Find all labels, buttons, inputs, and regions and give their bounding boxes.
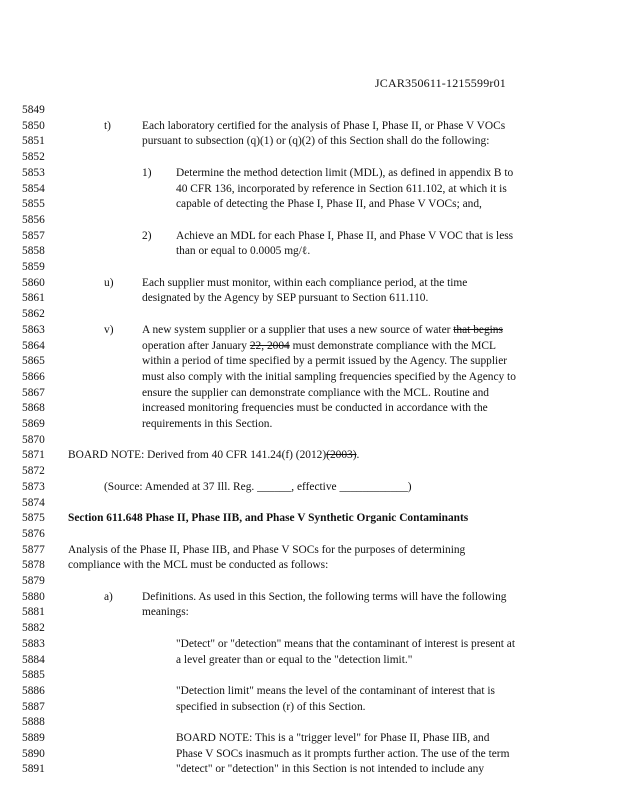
subsection-v-text: within a period of time specified by a permit issued by the Agency. The supplier <box>142 355 508 368</box>
subsection-label-t: t) <box>104 119 111 132</box>
line-number: 5859 <box>22 261 45 273</box>
line-number: 5850 <box>22 119 45 132</box>
deleted-text: (2003) <box>326 449 357 462</box>
line-number: 5862 <box>22 308 45 321</box>
intro-text: Analysis of the Phase II, Phase IIB, and Phase V SOCs for the purposes of determining <box>68 543 466 556</box>
line-number: 5878 <box>22 559 45 572</box>
subsection-a-text: Definitions. As used in this Section, the following terms will have the following <box>142 590 507 603</box>
line-number: 5884 <box>22 653 45 666</box>
line-number: 5872 <box>22 465 45 478</box>
line-number: 5860 <box>22 276 45 289</box>
line-number: 5877 <box>22 543 45 556</box>
item-1-text: 40 CFR 136, incorporated by reference in Section 611.102, at which it is <box>176 182 507 195</box>
board-note-text: . <box>356 449 360 462</box>
line-number: 5852 <box>22 151 45 164</box>
v-text: A new system supplier or a supplier that uses a new source of water <box>142 323 454 336</box>
line-number: 5849 <box>22 104 45 116</box>
item-1-text: Determine the method detection limit (MDL), as defined in appendix B to <box>176 166 514 179</box>
item-2-text: Achieve an MDL for each Phase I, Phase II, and Phase V VOC that is less <box>176 229 514 242</box>
line-number: 5870 <box>22 433 45 446</box>
subsection-v-text: ensure the supplier can demonstrate compliance with the MCL. Routine and <box>142 386 490 399</box>
definition-detection-limit: "Detection limit" means the level of the contaminant of interest that is <box>176 684 495 697</box>
board-note-trigger: BOARD NOTE: This is a "trigger level" for Phase II, Phase IIB, and <box>176 732 490 744</box>
v-text: must demonstrate compliance with the MCL <box>289 339 496 352</box>
line-number: 5876 <box>22 527 45 540</box>
board-note-text: BOARD NOTE: Derived from 40 CFR 141.24(f) (2012) <box>68 449 327 462</box>
subsection-v-text: requirements in this Section. <box>142 418 273 430</box>
subsection-v-text: must also comply with the initial sampling frequencies specified by the Agency to <box>142 370 516 383</box>
subsection-label-a: a) <box>104 590 113 603</box>
definition-detection-limit: specified in subsection (r) of this Section. <box>176 700 366 713</box>
subsection-u-text: designated by the Agency by SEP pursuant to Section 611.110. <box>142 292 429 305</box>
line-number: 5880 <box>22 590 45 603</box>
intro-text: compliance with the MCL must be conducted as follows: <box>68 559 329 572</box>
line-number: 5855 <box>22 198 45 211</box>
definition-detect: "Detect" or "detection" means that the contaminant of interest is present at <box>176 637 516 650</box>
subsection-t-text: pursuant to subsection (q)(1) or (q)(2) of this Section shall do the following: <box>142 135 490 148</box>
deleted-text: 22, 2004 <box>249 339 290 352</box>
line-number: 5866 <box>22 370 45 383</box>
subsection-label-u: u) <box>104 276 114 289</box>
line-number: 5890 <box>22 747 45 760</box>
line-number: 5865 <box>22 355 45 368</box>
line-number: 5886 <box>22 684 45 697</box>
line-number: 5882 <box>22 622 45 635</box>
line-number: 5871 <box>22 449 45 462</box>
line-number: 5873 <box>22 480 45 493</box>
line-number: 5851 <box>22 135 45 148</box>
line-number: 5868 <box>22 402 45 415</box>
line-number: 5856 <box>22 213 45 226</box>
line-number: 5861 <box>22 292 45 305</box>
item-1-text: capable of detecting the Phase I, Phase II, and Phase V VOCs; and, <box>176 198 482 211</box>
line-number: 5883 <box>22 637 45 650</box>
source-note: (Source: Amended at 37 Ill. Reg. ______, effective ____________) <box>104 480 412 493</box>
board-note-trigger: Phase V SOCs inasmuch as it prompts further action. The use of the term <box>176 747 510 760</box>
line-number: 5887 <box>22 700 45 713</box>
subsection-u-text: Each supplier must monitor, within each compliance period, at the time <box>142 276 468 289</box>
subsection-v-text <box>142 323 503 337</box>
line-number: 5853 <box>22 166 45 179</box>
subsection-v-text: increased monitoring frequencies must be conducted in accordance with the <box>142 402 488 415</box>
item-label-1: 1) <box>142 166 152 179</box>
line-number: 5879 <box>22 575 45 587</box>
subsection-t-text: Each laboratory certified for the analysis of Phase I, Phase II, or Phase V VOCs <box>142 119 506 132</box>
line-number: 5875 <box>22 512 45 525</box>
deleted-text: that begins <box>453 323 503 336</box>
subsection-label-v: v) <box>104 323 114 336</box>
definition-detect: a level greater than or equal to the "detection limit." <box>176 653 413 666</box>
line-number: 5858 <box>22 245 45 258</box>
board-note-trigger: "detect" or "detection" in this Section is not intended to include any <box>176 763 485 776</box>
subsection-v-text <box>142 339 496 353</box>
item-label-2: 2) <box>142 229 152 242</box>
v-text: operation after January <box>142 339 250 352</box>
line-number: 5854 <box>22 182 45 195</box>
board-note <box>68 448 359 462</box>
subsection-a-text: meanings: <box>142 606 189 619</box>
line-number: 5874 <box>22 496 45 509</box>
line-number: 5888 <box>22 716 45 729</box>
item-2-text: than or equal to 0.0005 mg/ℓ. <box>176 245 311 258</box>
line-number: 5889 <box>22 732 45 744</box>
line-number: 5885 <box>22 669 45 682</box>
line-number: 5857 <box>22 229 45 242</box>
document-id-header: JCAR350611-1215599r01 <box>374 76 506 90</box>
line-number: 5864 <box>22 339 45 352</box>
line-number: 5891 <box>22 763 45 776</box>
line-number: 5867 <box>22 386 45 399</box>
line-number: 5869 <box>22 418 45 430</box>
line-number: 5863 <box>22 323 45 336</box>
section-heading: Section 611.648 Phase II, Phase IIB, and Phase V Synthetic Organic Contaminants <box>68 512 469 525</box>
line-number: 5881 <box>22 606 45 619</box>
